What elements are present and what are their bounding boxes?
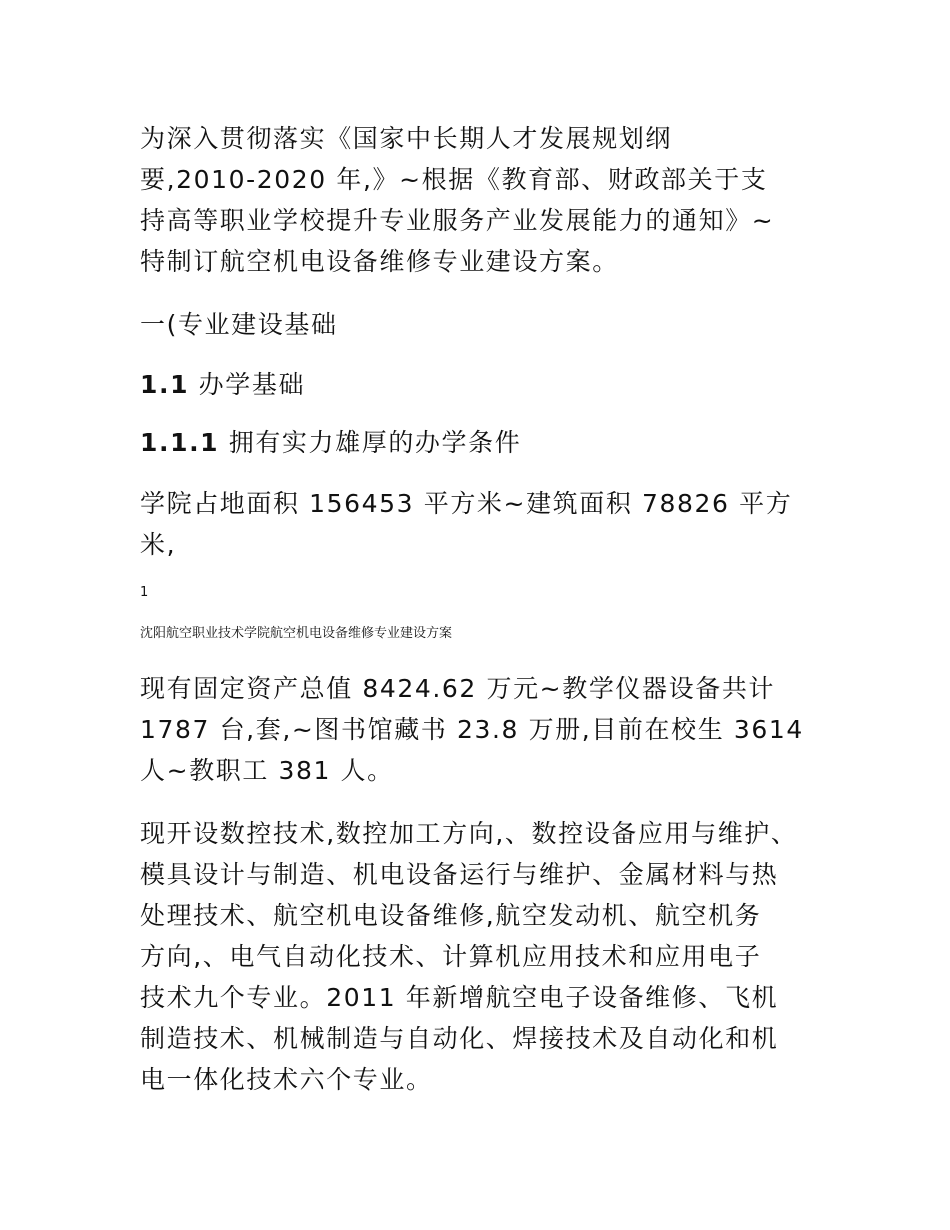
subsection-heading-1-1-1 — [140, 422, 830, 463]
page-number: 1 — [140, 585, 149, 600]
intro-paragraph: 为深入贯彻落实《国家中长期人才发展规划纲 要,2010-2020 年,》~根据《教育部、财政部关于支 持高等职业学校提升专业服务产业发展能力的通知》~ 特制订航空机电设备维修专业建设方案。 — [140, 124, 775, 276]
subsection-number: 1.1.1 — [140, 428, 220, 457]
subsection-title: 办学基础 — [189, 370, 306, 399]
assets-paragraph: 现有固定资产总值 8424.62 万元~教学仪器设备共计 1787 台,套,~图书馆藏书 23.8 万册,目前在校生 3614 人~教职工 381 人。 — [140, 674, 804, 785]
subsection-number: 1.1 — [140, 370, 190, 399]
area-paragraph: 学院占地面积 156453 平方米~建筑面积 78826 平方 米, — [140, 489, 793, 559]
subsection-heading-1-1 — [140, 364, 830, 405]
subsection-title: 拥有实力雄厚的办学条件 — [219, 428, 522, 457]
majors-paragraph: 现开设数控技术,数控加工方向,、数控设备应用与维护、 模具设计与制造、机电设备运行与维护、金属材料与热 处理技术、航空机电设备维修,航空发动机、航空机务 方向,、电气自动化技术、计算机应用技术和应用电子 技术九个专业。2011 年新增航空电子设备维修、飞机 制造技术、机械制造与自动化、焊接技术及自动化和机 电一体化技术六个专业。 — [140, 819, 798, 1094]
section-heading: 一(专业建设基础 — [140, 310, 338, 339]
running-header: 沈阳航空职业技术学院航空机电设备维修专业建设方案 — [140, 626, 453, 641]
